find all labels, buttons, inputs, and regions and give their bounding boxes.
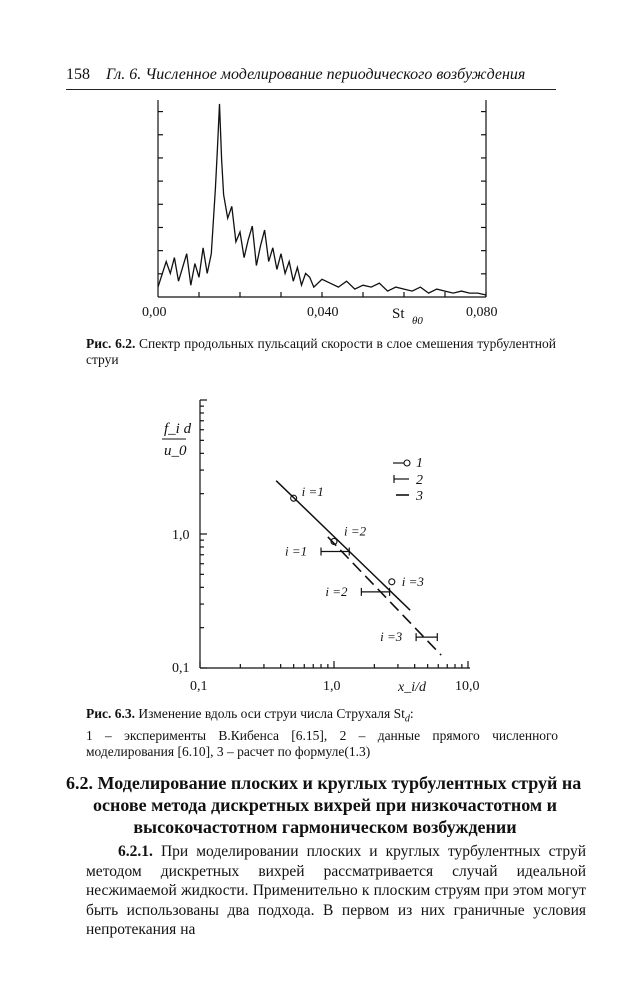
section-heading-line-1: 6.2. Моделирование плоских и круглых турбулентных струй на [66, 773, 582, 793]
spectrum-x-tick-label-2: 0,080 [466, 305, 498, 320]
figure-6-3-caption-line2: 1 – эксперименты В.Кибенса [6.15], 2 – данные прямого численного моделирования [6.10], 3 – расчет по формуле(1.3) [86, 727, 558, 759]
legend-label-1: 1 [416, 456, 423, 471]
paragraph-text: При моделировании плоских и круглых турбулентных струй методом дискретных вихрей рассматривается случай идеальной несжимаемой жидкости. Применительно к плоским струям при этом могут быть использованы два подхода. В первом из них граничные условия непротекания на [86, 843, 587, 938]
strouhal-y-label-numerator: f_i d [164, 421, 192, 437]
header-title: Гл. 6. Численное моделирование периодического возбуждения [106, 66, 526, 83]
spectrum-x-axis-label-sub: θ0 [412, 315, 423, 327]
strouhal-y-label-denominator: u_0 [164, 443, 187, 459]
strouhal-errorbar-2-label-0: i =1 [285, 543, 308, 559]
strouhal-legend [393, 456, 423, 504]
page-number: 158 [66, 66, 90, 83]
legend-label-3: 3 [416, 489, 423, 504]
legend-1-circle-marker [404, 460, 410, 466]
strouhal-point-1-label-1: i =2 [344, 523, 367, 539]
strouhal-y-tick-label-0: 0,1 [172, 661, 190, 676]
strouhal-y-tick-label-1: 1,0 [172, 528, 190, 543]
section-heading-line-2: основе метода дискретных вихрей при низкочастотном и [92, 795, 558, 815]
figure-6-2-caption-label: Рис. 6.2. [86, 336, 136, 351]
strouhal-point-1-2 [389, 579, 395, 585]
spectrum-x-tick-label-0: 0,00 [142, 305, 167, 320]
body-paragraph [86, 842, 586, 940]
strouhal-x-tick-label-0: 0,1 [190, 679, 208, 694]
figure-6-3-caption-sub: d [404, 713, 410, 725]
figure-6-3-caption-label: Рис. 6.3. [86, 706, 136, 721]
strouhal-errorbar-2-label-2: i =3 [380, 629, 403, 645]
strouhal-point-1-label-2: i =3 [401, 573, 424, 589]
figure-6-3-caption-text: Изменение вдоль оси струи числа Струхаля St [138, 706, 405, 721]
strouhal-errorbar-2-label-1: i =2 [325, 583, 348, 599]
strouhal-x-axis-label: x_i/d [398, 680, 426, 695]
figure-6-3-caption: Рис. 6.3. Изменение вдоль оси струи числа Струхаля $St_d$: 1 – эксперименты В.Кибенса [6.15], 2 – данные прямого численного моделирования [6.10], 3 – расчет по формуле(1.3) [86, 706, 558, 759]
spectrum-x-tick-label-1: 0,040 [307, 305, 339, 320]
strouhal-ticks [200, 400, 468, 668]
paragraph-number: 6.2.1. [118, 843, 153, 860]
section-heading [60, 772, 590, 838]
spectrum-x-axis-label: St [392, 306, 405, 322]
strouhal-x-tick-label-1: 1,0 [323, 679, 341, 694]
strouhal-point-1-label-0: i =1 [301, 484, 324, 500]
section-heading-line-3: высокочастотном гармоническом возбуждении [133, 817, 517, 837]
legend-label-2: 2 [416, 473, 423, 488]
figure-6-2-caption-text: Спектр продольных пульсаций скорости в слое смешения турбулентной струи [86, 336, 556, 367]
strouhal-marks [276, 481, 441, 655]
strouhal-x-tick-label-2: 10,0 [455, 679, 480, 694]
